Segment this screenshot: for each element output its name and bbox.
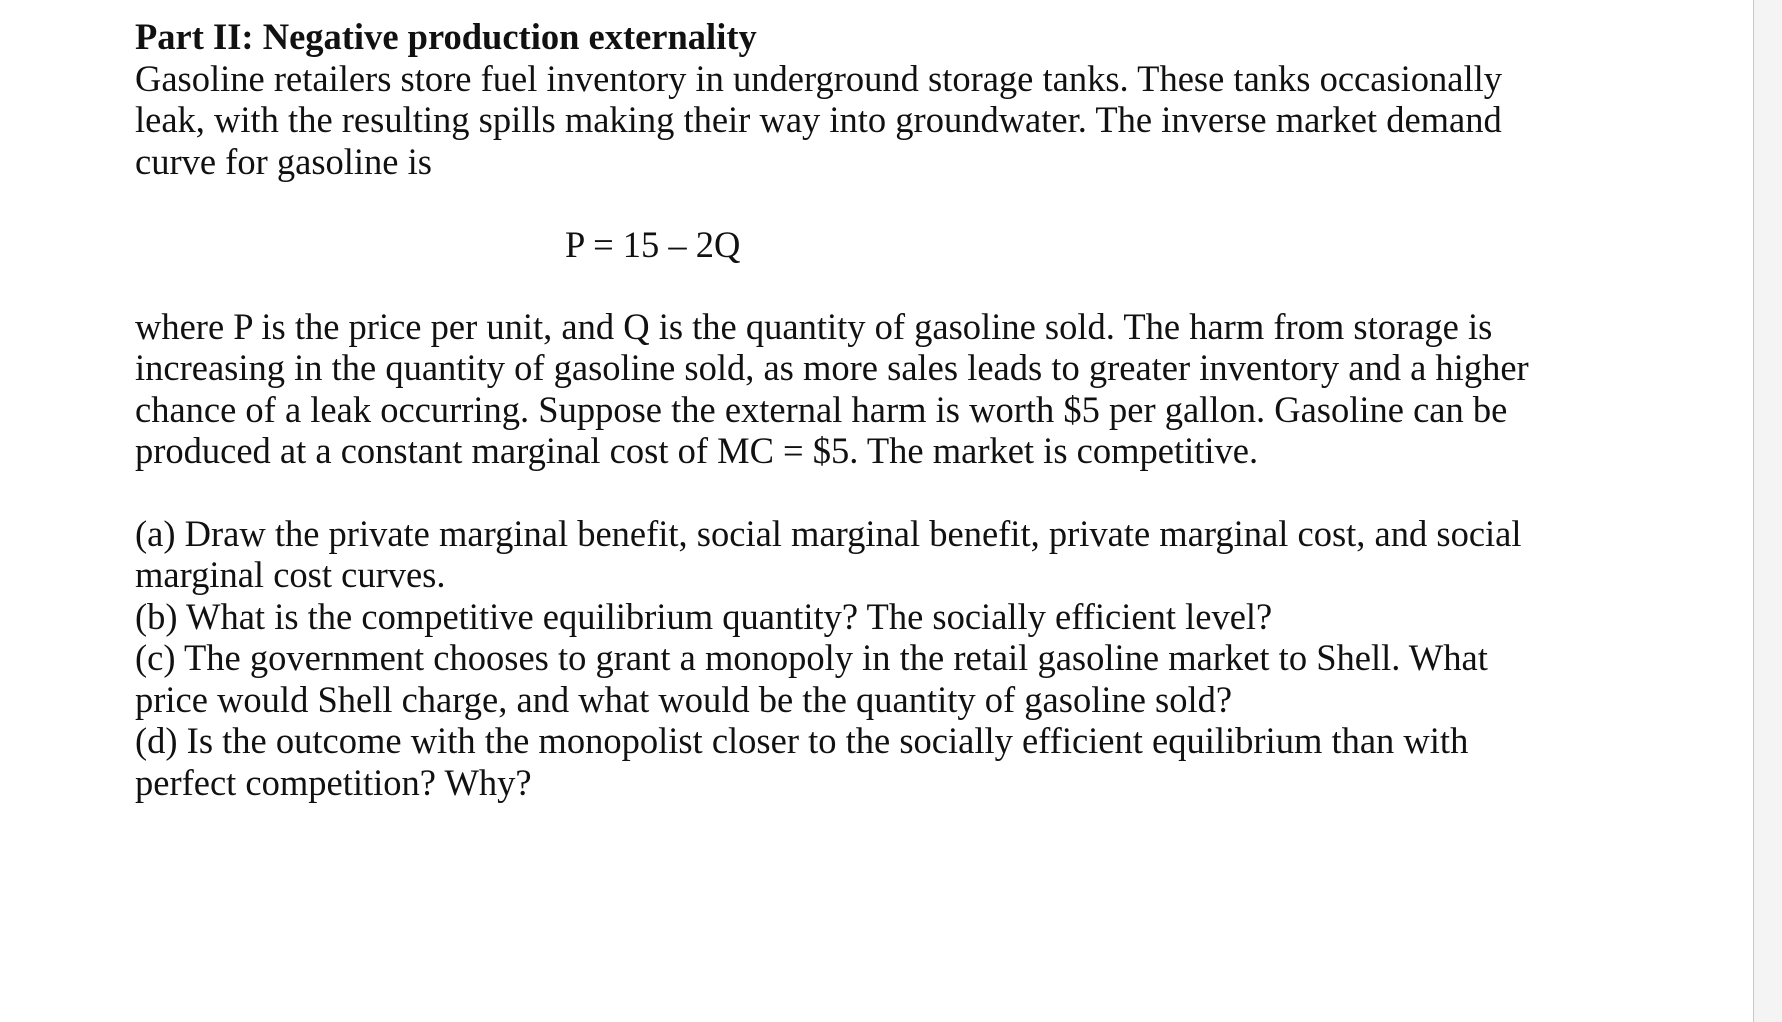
question-b: (b) What is the competitive equilibrium quantity? The socially efficient level? — [135, 595, 1273, 637]
description-paragraph: where P is the price per unit, and Q is the quantity of gasoline sold. The harm from storage is increasing in the quantity of gasoline sold, as more sales leads to greater inventory and a higher chance of a leak occurring. Suppose the external harm is worth $5 per gallon. Gasoline can be produced at a constant marginal cost of MC = $5. The market is competitive. — [135, 305, 1529, 471]
vertical-scrollbar[interactable] — [1753, 0, 1782, 1022]
section-heading: Part II: Negative production externality — [135, 16, 757, 57]
question-c: (c) The government chooses to grant a monopoly in the retail gasoline market to Shell. What price would Shell charge, and what would be the quantity of gasoline sold? — [135, 637, 1488, 720]
intro-paragraph: Gasoline retailers store fuel inventory in underground storage tanks. These tanks occasionally leak, with the resulting spills making their way into groundwater. The inverse market demand curve for gasoline is — [135, 57, 1503, 182]
question-a: (a) Draw the private marginal benefit, social marginal benefit, private marginal cost, and social marginal cost curves. — [135, 512, 1522, 595]
question-list — [135, 513, 1535, 804]
demand-equation: P = 15 – 2Q — [565, 224, 741, 265]
question-d: (d) Is the outcome with the monopolist closer to the socially efficient equilibrium than with perfect competition? Why? — [135, 720, 1469, 803]
document-content — [135, 16, 1535, 803]
